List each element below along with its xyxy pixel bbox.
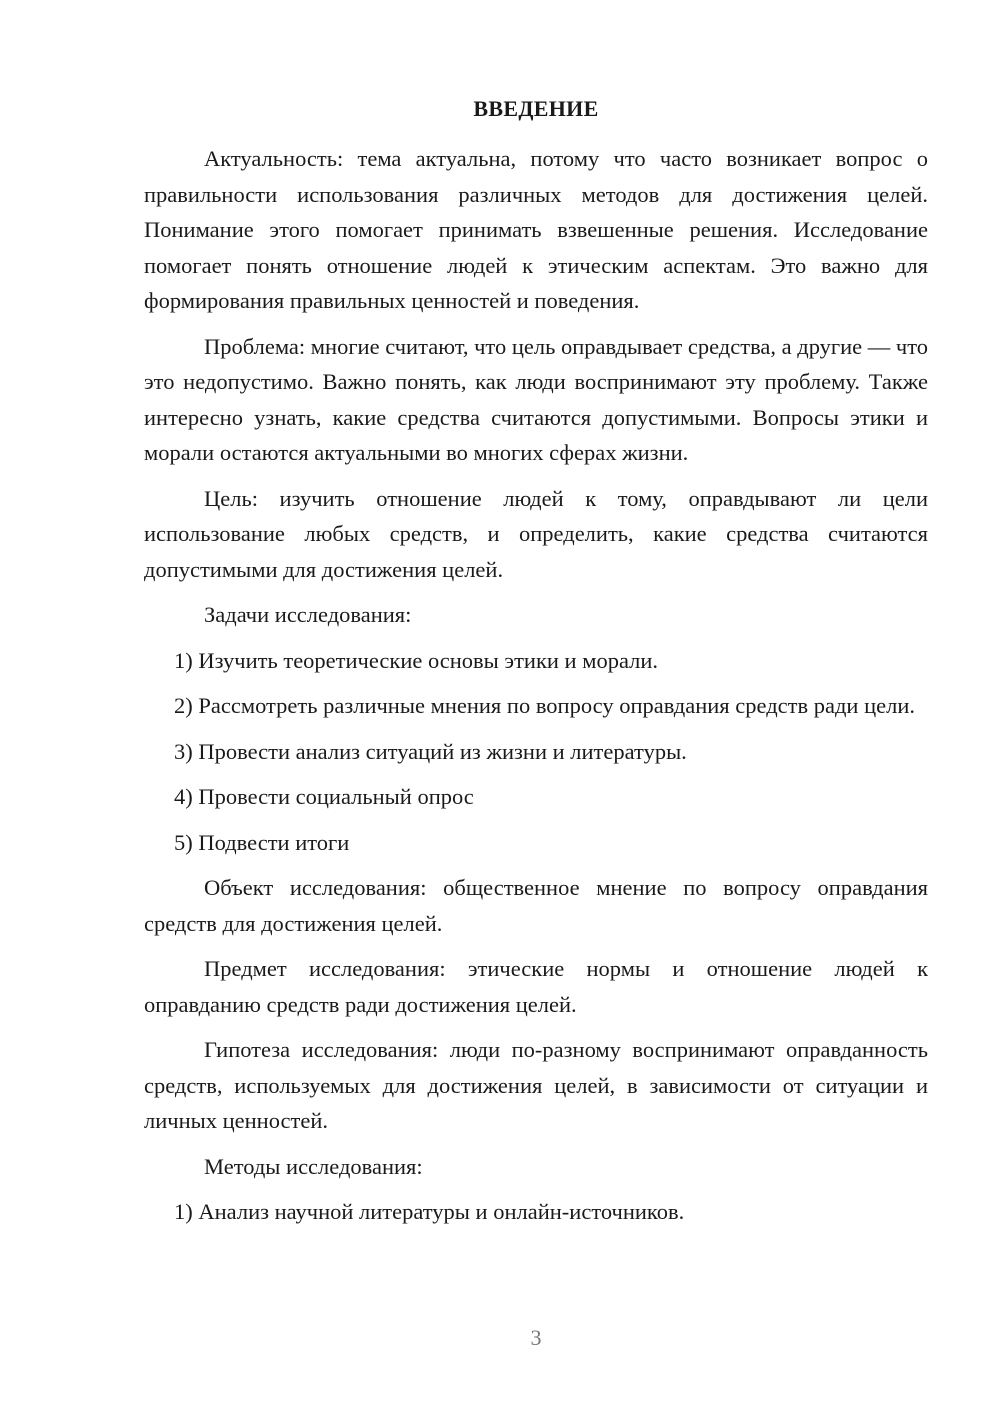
section-body bbox=[144, 141, 928, 1240]
method-item-1: 1) Анализ научной литературы и онлайн-источников. bbox=[174, 1199, 685, 1224]
relevance-paragraph: Актуальность: тема актуальна, потому что часто возникает вопрос о правильности использования различных методов для достижения целей. Понимание этого помогает принимать взвешенные решения. Исследование помогает понять отношение людей к этическим аспектам. Это важно для формирования правильных ценностей и поведения. bbox=[144, 146, 928, 313]
hypothesis-paragraph: Гипотеза исследования: люди по-разному воспринимают оправданность средств, используемых для достижения целей, в зависимости от ситуации и личных ценностей. bbox=[144, 1037, 928, 1133]
subject-paragraph: Предмет исследования: этические нормы и отношение людей к оправданию средств ради достижения целей. bbox=[144, 956, 928, 1017]
goal-paragraph: Цель: изучить отношение людей к тому, оправдывают ли цели использование любых средств, и определить, какие средства считаются допустимыми для достижения целей. bbox=[144, 485, 928, 582]
task-item-4: 4) Провести социальный опрос bbox=[174, 784, 474, 809]
page-number: 3 bbox=[530, 1325, 542, 1350]
problem-paragraph: Проблема: многие считают, что цель оправдывает средства, а другие — что это недопустимо. Важно понять, как люди воспринимают эту проблему. Также интересно узнать, какие средства считаются допустимыми. Вопросы этики и морали остаются актуальными во многих сферах жизни. bbox=[144, 333, 929, 465]
object-paragraph: Объект исследования: общественное мнение по вопросу оправдания средств для достижения целей. bbox=[144, 875, 928, 936]
methods-heading: Методы исследования: bbox=[204, 1153, 423, 1179]
task-item-5: 5) Подвести итоги bbox=[174, 829, 350, 855]
task-item-2: 2) Рассмотреть различные мнения по вопросу оправдания средств ради цели. bbox=[174, 693, 915, 718]
task-item-3: 3) Провести анализ ситуаций из жизни и литературы. bbox=[174, 738, 687, 764]
section-heading: ВВЕДЕНИЕ bbox=[473, 96, 599, 121]
task-item-1: 1) Изучить теоретические основы этики и морали. bbox=[174, 647, 659, 673]
tasks-heading: Задачи исследования: bbox=[204, 602, 412, 627]
